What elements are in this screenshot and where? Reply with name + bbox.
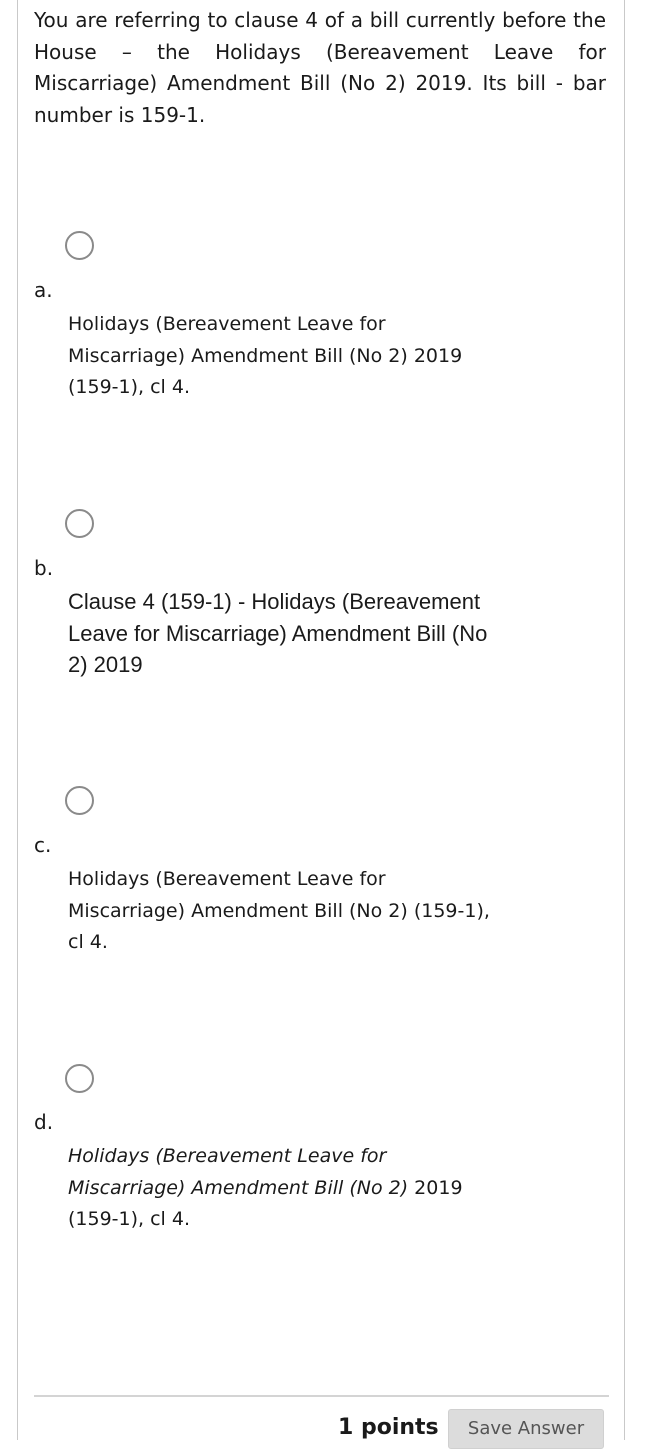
points-label: 1 points: [338, 1415, 439, 1440]
option-c-text[interactable]: Holidays (Bereavement Leave for Miscarriage) Amendment Bill (No 2) (159-1), cl 4.: [68, 868, 490, 953]
footer-divider: [34, 1395, 609, 1397]
option-d-bill-title: Holidays (Bereavement Leave for Miscarriage) Amendment Bill (No 2): [68, 1145, 409, 1199]
option-b-text[interactable]: Clause 4 (159-1) - Holidays (Bereavement Leave for Miscarriage) Amendment Bill (No 2) 2019: [68, 589, 488, 677]
option-b-letter: b.: [34, 556, 54, 580]
save-answer-button[interactable]: Save Answer: [448, 1409, 604, 1449]
option-d-radio[interactable]: [65, 1064, 94, 1093]
option-a-radio[interactable]: [65, 231, 94, 260]
option-b-radio[interactable]: [65, 509, 94, 538]
option-a-text[interactable]: Holidays (Bereavement Leave for Miscarriage) Amendment Bill (No 2) 2019 (159-1), cl 4.: [68, 313, 463, 398]
option-a-letter: a.: [34, 278, 53, 302]
option-d-letter: d.: [34, 1110, 54, 1134]
question-text: You are referring to clause 4 of a bill currently before the House – the Holidays (Bereavement Leave for Miscarriage) Amendment Bill (No 2) 2019. Its bill - bar number is 159-1.: [34, 8, 606, 127]
option-d-text[interactable]: [68, 1141, 498, 1236]
option-d-citation: 2019 (159-1), cl 4.: [68, 1176, 463, 1230]
option-c-letter: c.: [34, 833, 52, 857]
option-c-radio[interactable]: [65, 786, 94, 815]
